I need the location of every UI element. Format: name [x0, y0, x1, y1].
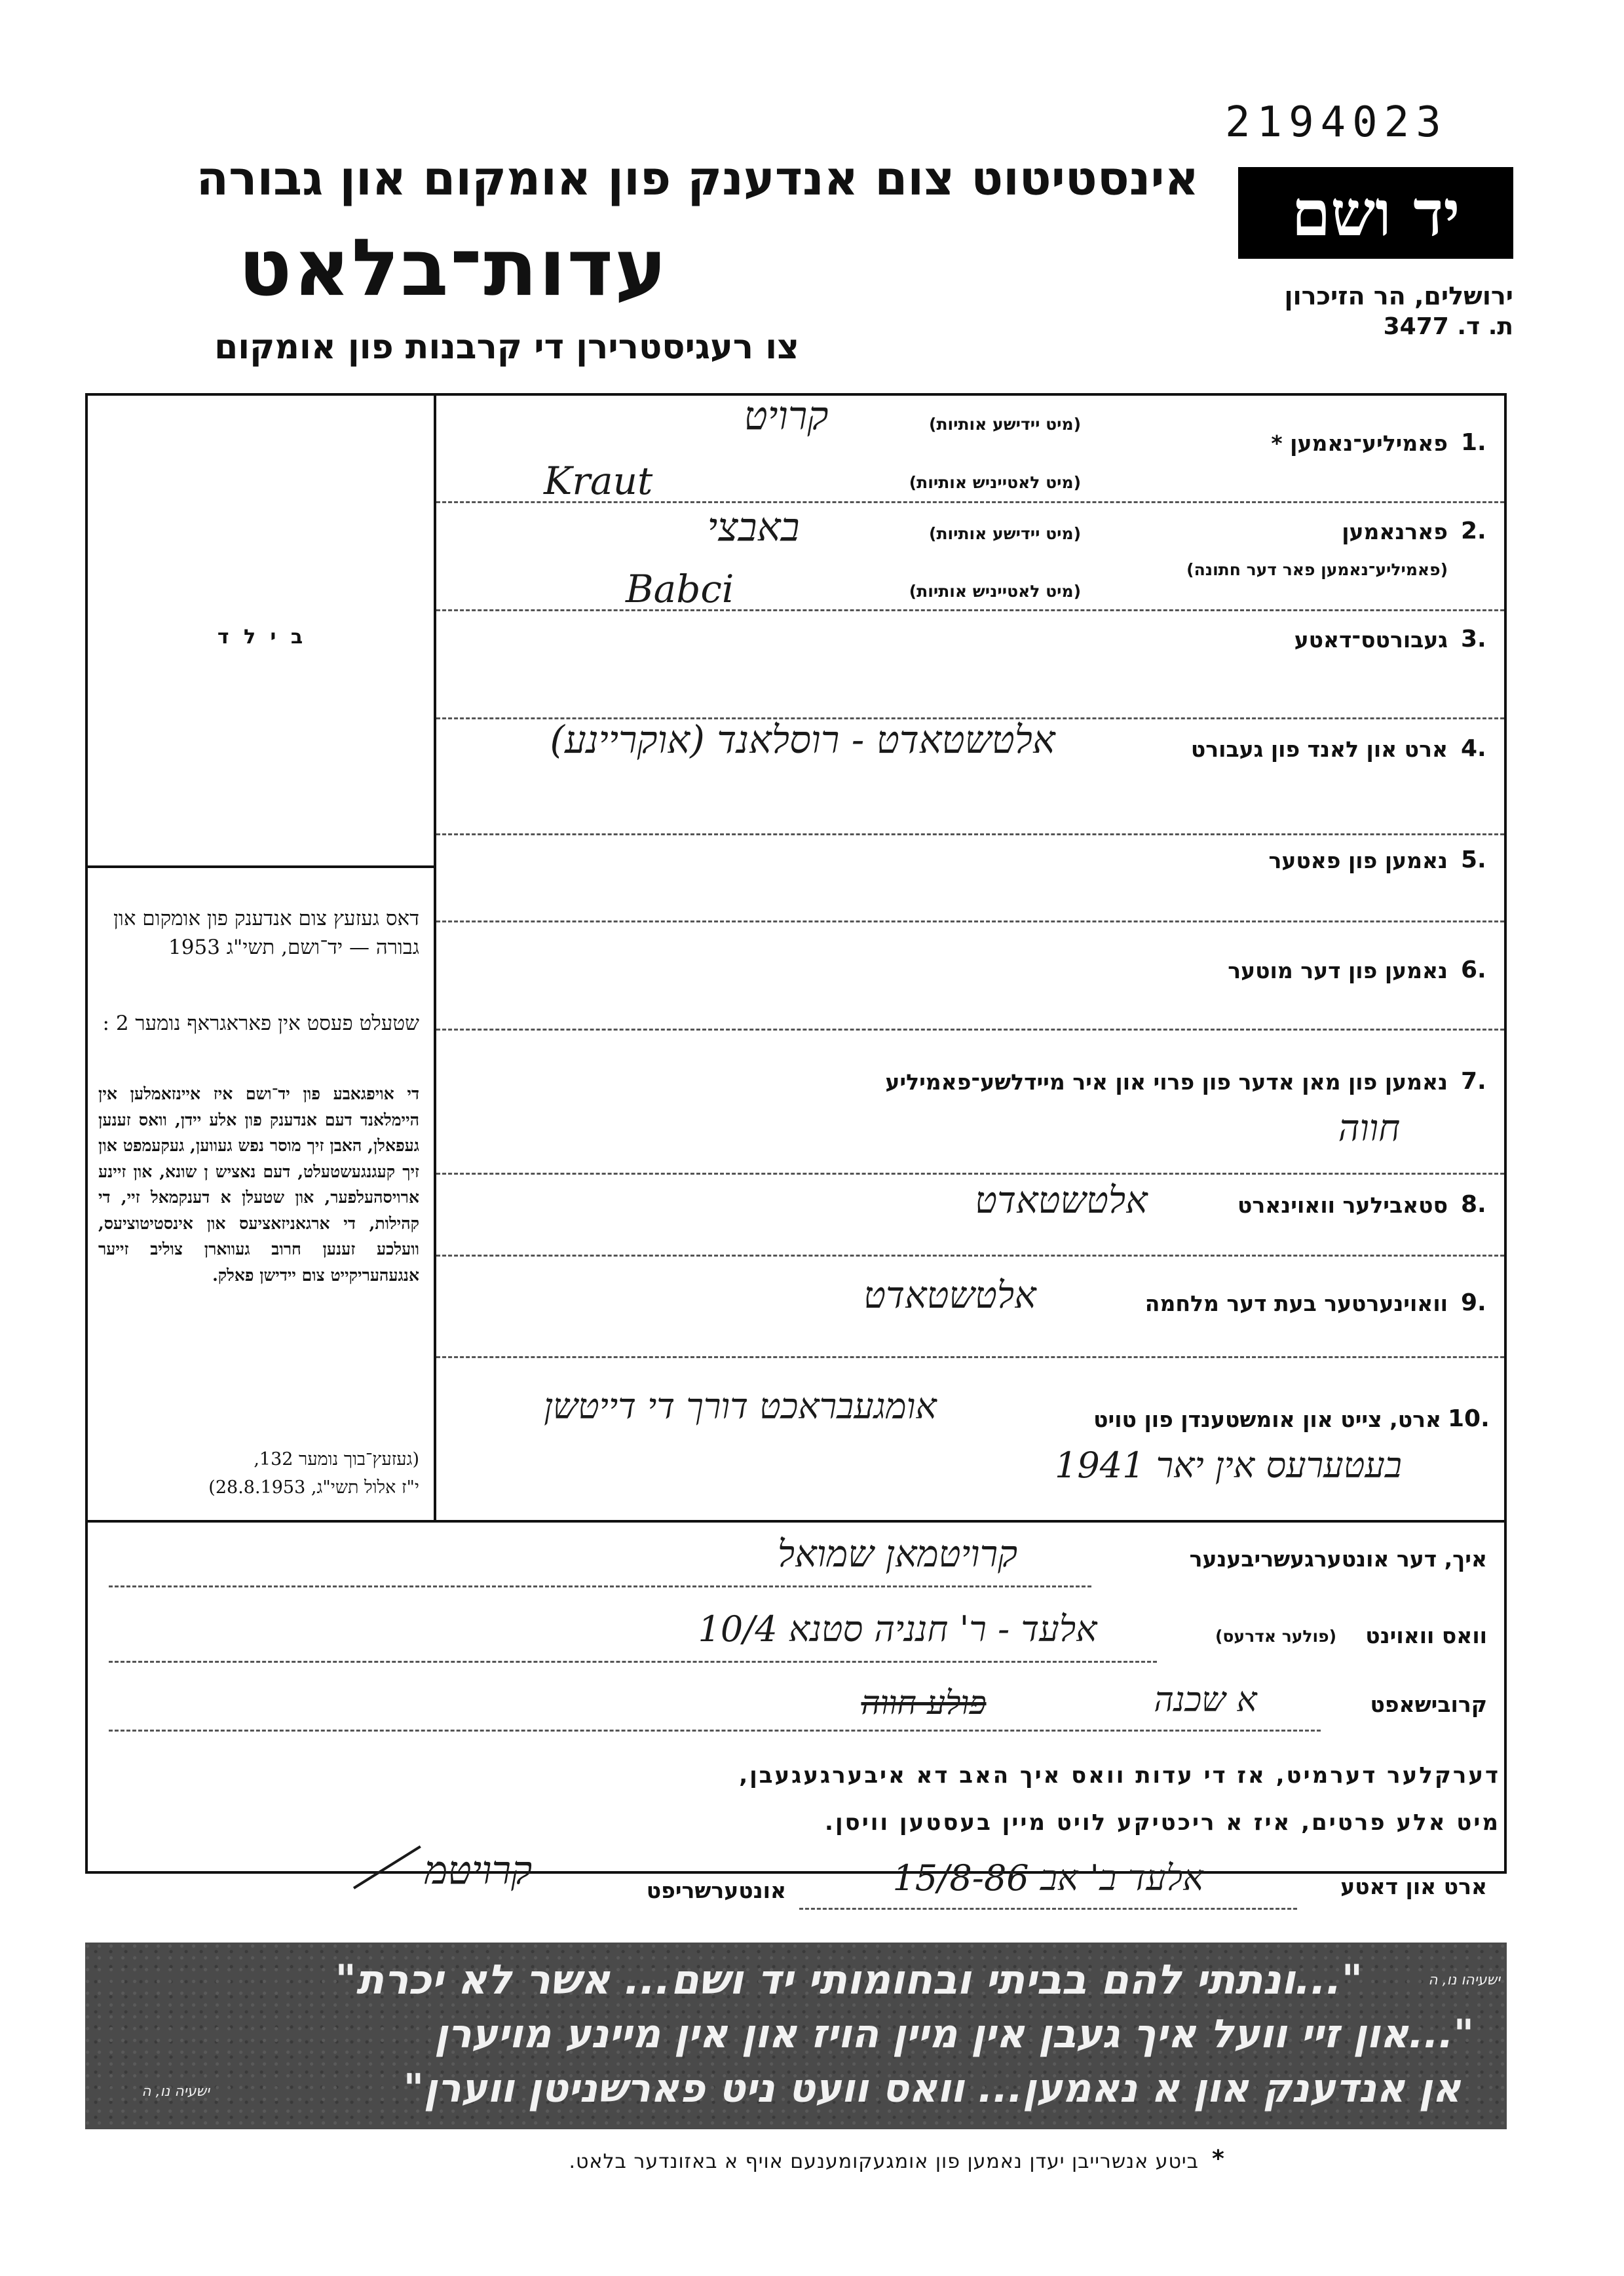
field-6-separator — [436, 1029, 1504, 1031]
footnote-mark: * — [1212, 2146, 1224, 2172]
field-1-separator — [436, 501, 1504, 503]
photo-label: ב י ל ד — [217, 626, 307, 649]
field-4-value: אלטשטאדט - רוסלאנד (אוקריינע) — [550, 717, 1055, 762]
institute-heading: אינסטיטוט צום אנדענק פון אומקום און גבורה — [196, 151, 1199, 206]
field-2-latin-label: (מיט לאטייניש אותיות) — [909, 582, 1081, 601]
field-1-latin-value: Kraut — [544, 459, 653, 503]
field-2-yiddish-value: באבצי — [707, 504, 800, 550]
banner-line-3-ref: ישעיה נו, ה — [142, 2083, 210, 2100]
quote-banner — [85, 1943, 1507, 2129]
field-2-note: (פאמיליע־נאמען פאר דער חתונה) — [1186, 560, 1448, 579]
field-7-number: 7. — [1461, 1068, 1486, 1095]
logo-text: יד ושם — [1291, 176, 1460, 250]
declarant-name-label: איך, דער אונטערגעשריבענער — [1189, 1546, 1487, 1572]
signature-value: קרויטמ — [424, 1848, 533, 1893]
declarant-address-value: אלעד - ר' חנניה סטנא 10/4 — [698, 1608, 1097, 1650]
banner-line-1: "...ונתתי להם בביתי ובחומותי יד ושם... אשר לא יכרת" — [335, 1956, 1363, 2003]
field-2-latin-value: Babci — [626, 567, 734, 611]
field-4-number: 4. — [1461, 735, 1486, 762]
declaration-line-2: מיט אלע פרטים, איז א ריכטיקע לויט מיין בעסטען וויסן. — [825, 1810, 1500, 1836]
field-2-yiddish-label: (מיט יידישע אותיות) — [929, 524, 1081, 543]
relation-label: קרובישאפט — [1370, 1692, 1487, 1717]
yad-vashem-logo — [1238, 167, 1513, 259]
footnote-text: ביטע אנשרייבן יעדן נאמען פון אומגעקומענעם אויף א באזונדער בלאט. — [569, 2150, 1199, 2173]
declaration-line-1: דערקלער דערמיט, אז די עדות וואס איך האב דא איבערגעגעבן, — [739, 1762, 1500, 1789]
field-1-label: פאמיליע־נאמען * — [1271, 430, 1448, 456]
place-date-line — [799, 1908, 1297, 1910]
law-subtitle: שטעלט פעסט אין פאראגראף נומער 2 : — [102, 1012, 419, 1035]
declarant-address-line — [109, 1661, 1157, 1663]
declarant-divider — [85, 1520, 1507, 1523]
field-2-separator — [436, 609, 1504, 611]
serial-number: 2194023 — [1225, 98, 1448, 147]
declarant-address-label: וואס וואוינט — [1365, 1623, 1487, 1648]
field-7-separator — [436, 1173, 1504, 1175]
address-line-1: ירושלים, הר הזיכרון — [1284, 282, 1513, 311]
field-7-label: נאמען פון מאן אדער פון פרוי און איר מיידלשע־פאמיליע — [885, 1069, 1448, 1095]
field-6-label: נאמען פון דער מוטער — [1228, 958, 1448, 983]
field-2-label: פארנאמען — [1342, 519, 1448, 544]
field-5-label: נאמען פון פאטער — [1268, 848, 1448, 873]
law-reference-2: י"ז אלול תשי"ג, 28.8.1953) — [208, 1477, 419, 1498]
field-1-yiddish-label: (מיט יידישע אותיות) — [929, 415, 1081, 434]
field-7-value: חווה — [1338, 1107, 1401, 1150]
field-6-number: 6. — [1461, 957, 1486, 983]
place-date-value: אלעד ב' אב 15/8-86 — [892, 1857, 1204, 1899]
field-10-label: ארט, צייט און אומשטענדן פון טויט — [1093, 1407, 1441, 1432]
field-8-value: אלטשטאדט — [975, 1179, 1148, 1222]
law-reference-1: (געזעץ־בוך נומער 132, — [254, 1449, 419, 1470]
declarant-name-line — [109, 1585, 1091, 1587]
field-1-latin-label: (מיט לאטייניש אותיות) — [909, 473, 1081, 492]
field-1-yiddish-value: קרויט — [744, 393, 829, 439]
field-9-label: וואוינערטער בעת דער מלחמה — [1144, 1291, 1448, 1316]
field-4-separator — [436, 833, 1504, 835]
field-8-number: 8. — [1461, 1191, 1486, 1218]
field-5-separator — [436, 920, 1504, 922]
banner-line-3: אן אנדענק און א נאמען... וואס וועט ניט פארשניטן ווערן" — [403, 2066, 1461, 2112]
page-title: עדות־בלאט — [238, 223, 668, 314]
place-date-label: ארט און דאטע — [1340, 1874, 1487, 1899]
signature-label: אונטערשריפט — [646, 1878, 786, 1903]
banner-line-1-ref: ישעיהו נו, ה — [1428, 1972, 1500, 1988]
law-title: דאס געזעץ צום אנדענק פון אומקום און גבורה — יד־ושם, תשי"ג 1953 — [113, 907, 419, 959]
field-10-value: אומגעבראכט דורך די דייטשן — [544, 1386, 937, 1427]
relation-line — [109, 1730, 1321, 1732]
law-text: די אויפגאבע פון יד־ושם איז איינזאמלען אין היימלאנד דעם אנדענק פון אלע יידן, וואס זענען געפאלן, האבן זיך מוסר נפש געווען, געקעמפט און זיך קעגנגעשטעלט, דעם נאציש ן שונא, און זיינע ארויסהעלפער, און שטעלן א דענקמאל זיי, די קהילות, די ארגאניזאציעס און אינסטיטוציעס, וועלכע זענען חרוב געווארן צוליב זייער אנגעהעריקייט צום יידישן פאלק. — [98, 1084, 419, 1285]
field-10-value-2: בעטערעס אין יאר 1941 — [1055, 1445, 1402, 1486]
field-9-number: 9. — [1461, 1289, 1486, 1316]
field-9-separator — [436, 1356, 1504, 1358]
field-3-label: געבורטס־דאטע — [1294, 627, 1448, 653]
field-8-separator — [436, 1255, 1504, 1257]
field-9-value: אלטשטאדט — [863, 1274, 1036, 1317]
field-10-number: 10. — [1448, 1405, 1490, 1432]
field-1-number: 1. — [1461, 429, 1486, 456]
relation-strikethrough: פולע חווה — [861, 1684, 987, 1722]
field-4-label: ארט און לאנד פון געבורט — [1190, 736, 1448, 762]
address-line-2: ת. ד. 3477 — [1383, 313, 1513, 340]
declarant-name-value: קרויטמאן שמואל — [777, 1533, 1018, 1576]
field-2-number: 2. — [1461, 518, 1486, 544]
relation-value: א שכנה — [1154, 1680, 1257, 1720]
field-8-label: סטאבילער וואוינארט — [1237, 1192, 1448, 1218]
declarant-address-note: (פולער אדרעס) — [1215, 1627, 1336, 1646]
field-5-number: 5. — [1461, 846, 1486, 873]
page-subtitle: צו רעגיסטרירן די קרבנות פון אומקום — [214, 328, 799, 367]
field-3-number: 3. — [1461, 626, 1486, 653]
banner-line-2: "...און זיי וועל איך געבן אין מיין הויז און אין מיינע מויערן — [434, 2011, 1474, 2057]
